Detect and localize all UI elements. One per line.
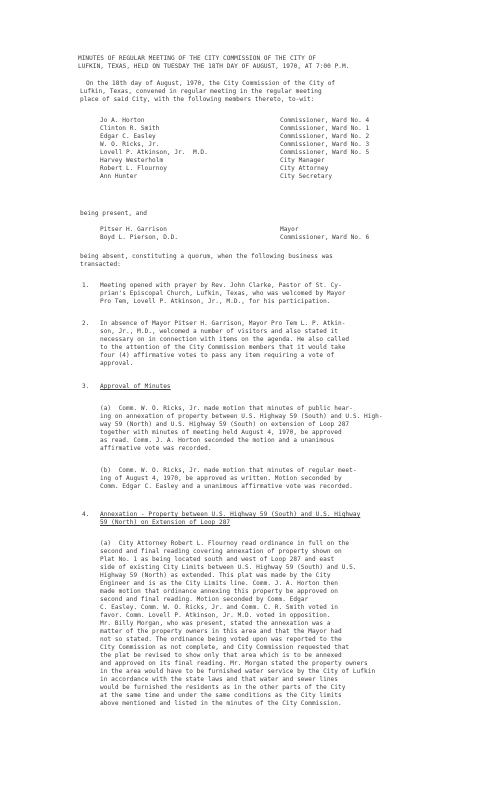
item-2-line: In absence of Mayor Pitser H. Garrison, Mayor Pro Tem L. P. Atkin-	[100, 320, 346, 327]
item-3a-line: together with minutes of meeting held August 4, 1970, be approved	[100, 429, 342, 436]
present-title: City Attorney	[280, 165, 329, 172]
item-number: 1.	[82, 282, 90, 289]
item-2-line: approval.	[100, 360, 134, 367]
absent-note-line-1: being absent, constituting a quorum, when the following business was	[80, 253, 333, 260]
item-4a-line: Highway 59 (North) as extended. This plat was made by the City	[100, 572, 331, 579]
item-4a-line: and approved on its final reading. Mr. Morgan stated the property owners	[100, 660, 368, 667]
present-title: City Manager	[280, 157, 325, 164]
item-number: 2.	[82, 320, 90, 327]
item-4a-line: Plat No. 1 as being located south and west of Loop 287 and east	[100, 556, 335, 563]
present-name: Edgar C. Easley	[100, 133, 156, 140]
item-4a-line: Mr. Billy Morgan, who was present, stated the annexation was a	[100, 620, 331, 627]
item-4a-line: would be furnished the residents as in the other parts of the City	[100, 684, 346, 691]
item-number: 3.	[82, 383, 90, 390]
item-2-line: necessary on in connection with items on the agenda. He also called	[100, 336, 350, 343]
item-4a-line: favor. Comm. Lovell P. Atkinson, Jr. M.D. voted in opposition.	[100, 612, 331, 619]
item-4-title: 59 (North) on Extension of Loop 287	[100, 519, 231, 526]
present-name: Ann Hunter	[100, 173, 138, 180]
item-4-title: Annexation - Property between U.S. Highway 59 (South) and U.S. Highway	[100, 511, 361, 518]
absent-note-line-2: transacted:	[80, 261, 121, 268]
item-1-line: prian's Episcopal Church, Lufkin, Texas, who was welcomed by Mayor	[100, 290, 346, 297]
item-4a-line: (a) City Attorney Robert L. Flournoy read ordinance in full on the	[100, 540, 350, 547]
item-4a-line: above mentioned and listed in the minutes of the City Commission.	[100, 700, 342, 707]
item-3a-line: (a) Comm. W. O. Ricks, Jr. made motion that minutes of public hear-	[100, 405, 353, 412]
item-3b-line: (b) Comm. W. O. Ricks, Jr. made motion that minutes of regular meet-	[100, 467, 357, 474]
being-present-text: being present, and	[80, 210, 147, 217]
present-name: Jo A. Horton	[100, 117, 145, 124]
item-4a-line: in accordance with the state laws and that water and sewer lines	[100, 676, 338, 683]
heading-line-2: LUFKIN, TEXAS, HELD ON TUESDAY THE 18TH DAY OF AUGUST, 1970, AT 7:00 P.M.	[78, 63, 350, 70]
item-2-line: four (4) affirmative votes to pass any item requiring a vote of	[100, 352, 335, 359]
item-4a-line: at the same time and under the same conditions as the City limits	[100, 692, 342, 699]
item-4a-line: matter of the property owners in this area and that the Mayor had	[100, 628, 342, 635]
present-title: Commissioner, Ward No. 5	[280, 149, 370, 156]
present-title: Commissioner, Ward No. 2	[280, 133, 370, 140]
item-4a-line: not so stated. The ordinance being voted upon was reported to the	[100, 636, 342, 643]
present-name: Clinton R. Smith	[100, 125, 160, 132]
absent-title: Commissioner, Ward No. 6	[280, 234, 370, 241]
item-3a-line: way 59 (North) and U.S. Highway 59 (South) on extension of Loop 287	[100, 421, 350, 428]
intro-line-1: On the 18th day of August, 1970, the City Commission of the City of	[86, 80, 336, 87]
item-4a-line: side of existing City Limits between U.S. Highway 59 (South) and U.S.	[100, 564, 357, 571]
item-3b-line: Comm. Edgar C. Easley and a unanimous affirmative vote was recorded.	[100, 483, 353, 490]
present-name: Harvey Westerholm	[100, 157, 164, 164]
item-4a-line: City Commission as not complete, and City Commission requested that	[100, 644, 350, 651]
item-3a-line: ing on annexation of property between U.S. Highway 59 (South) and U.S. High-	[100, 413, 383, 420]
present-name: W. O. Ricks, Jr.	[100, 141, 160, 148]
item-number: 4.	[82, 511, 90, 518]
item-4a-line: second and final reading. Motion seconded by Comm. Edgar	[100, 596, 309, 603]
heading-line-1: MINUTES OF REGULAR MEETING OF THE CITY COMMISSION OF THE CITY OF	[78, 55, 316, 62]
item-4a-line: the plat be revised to show only that area which is to be annexed	[100, 652, 342, 659]
absent-title: Mayor	[280, 226, 299, 233]
item-3a-line: as read. Comm. J. A. Horton seconded the motion and a unanimous	[100, 437, 335, 444]
item-1-line: Pro Tem, Lovell P. Atkinson, Jr., M.D., for his participation.	[100, 298, 331, 305]
item-1-line: Meeting opened with prayer by Rev. John Clarke, Pastor of St. Cy-	[100, 282, 342, 289]
absent-name: Pitser H. Garrison	[100, 226, 167, 233]
item-4a-line: Engineer and is as the City Limits line. Comm. J. A. Horton then	[100, 580, 338, 587]
absent-name: Boyd L. Pierson, D.D.	[100, 234, 179, 241]
intro-line-2: Lufkin, Texas, convened in regular meeting in the regular meeting	[80, 88, 322, 95]
present-name: Robert L. Flournoy	[100, 165, 167, 172]
intro-line-3: place of said City, with the following members thereto, to-wit:	[80, 96, 315, 103]
item-2-line: to the attention of the City Commission members that it would take	[100, 344, 346, 351]
item-4a-line: in the area would have to be furnished water service by the City of Lufkin	[100, 668, 376, 675]
present-title: Commissioner, Ward No. 3	[280, 141, 370, 148]
item-2-line: son, Jr., M.D., welcomed a number of visitors and also stated it	[100, 328, 338, 335]
present-title: City Secretary	[280, 173, 333, 180]
item-3-title: Approval of Minutes	[100, 383, 171, 390]
present-title: Commissioner, Ward No. 4	[280, 117, 370, 124]
item-4a-line: made motion that ordinance annexing this property be approved on	[100, 588, 338, 595]
item-4a-line: second and final reading covering annexation of property shown on	[100, 548, 342, 555]
present-title: Commissioner, Ward No. 1	[280, 125, 370, 132]
present-name: Lovell P. Atkinson, Jr. M.D.	[100, 149, 208, 156]
item-4a-line: C. Easley. Comm. W. O. Ricks, Jr. and Comm. C. R. Smith voted in	[100, 604, 338, 611]
item-3b-line: ing of August 4, 1970, be approved as written. Motion seconded by	[100, 475, 342, 482]
item-3a-line: affirmative vote was recorded.	[100, 445, 212, 452]
